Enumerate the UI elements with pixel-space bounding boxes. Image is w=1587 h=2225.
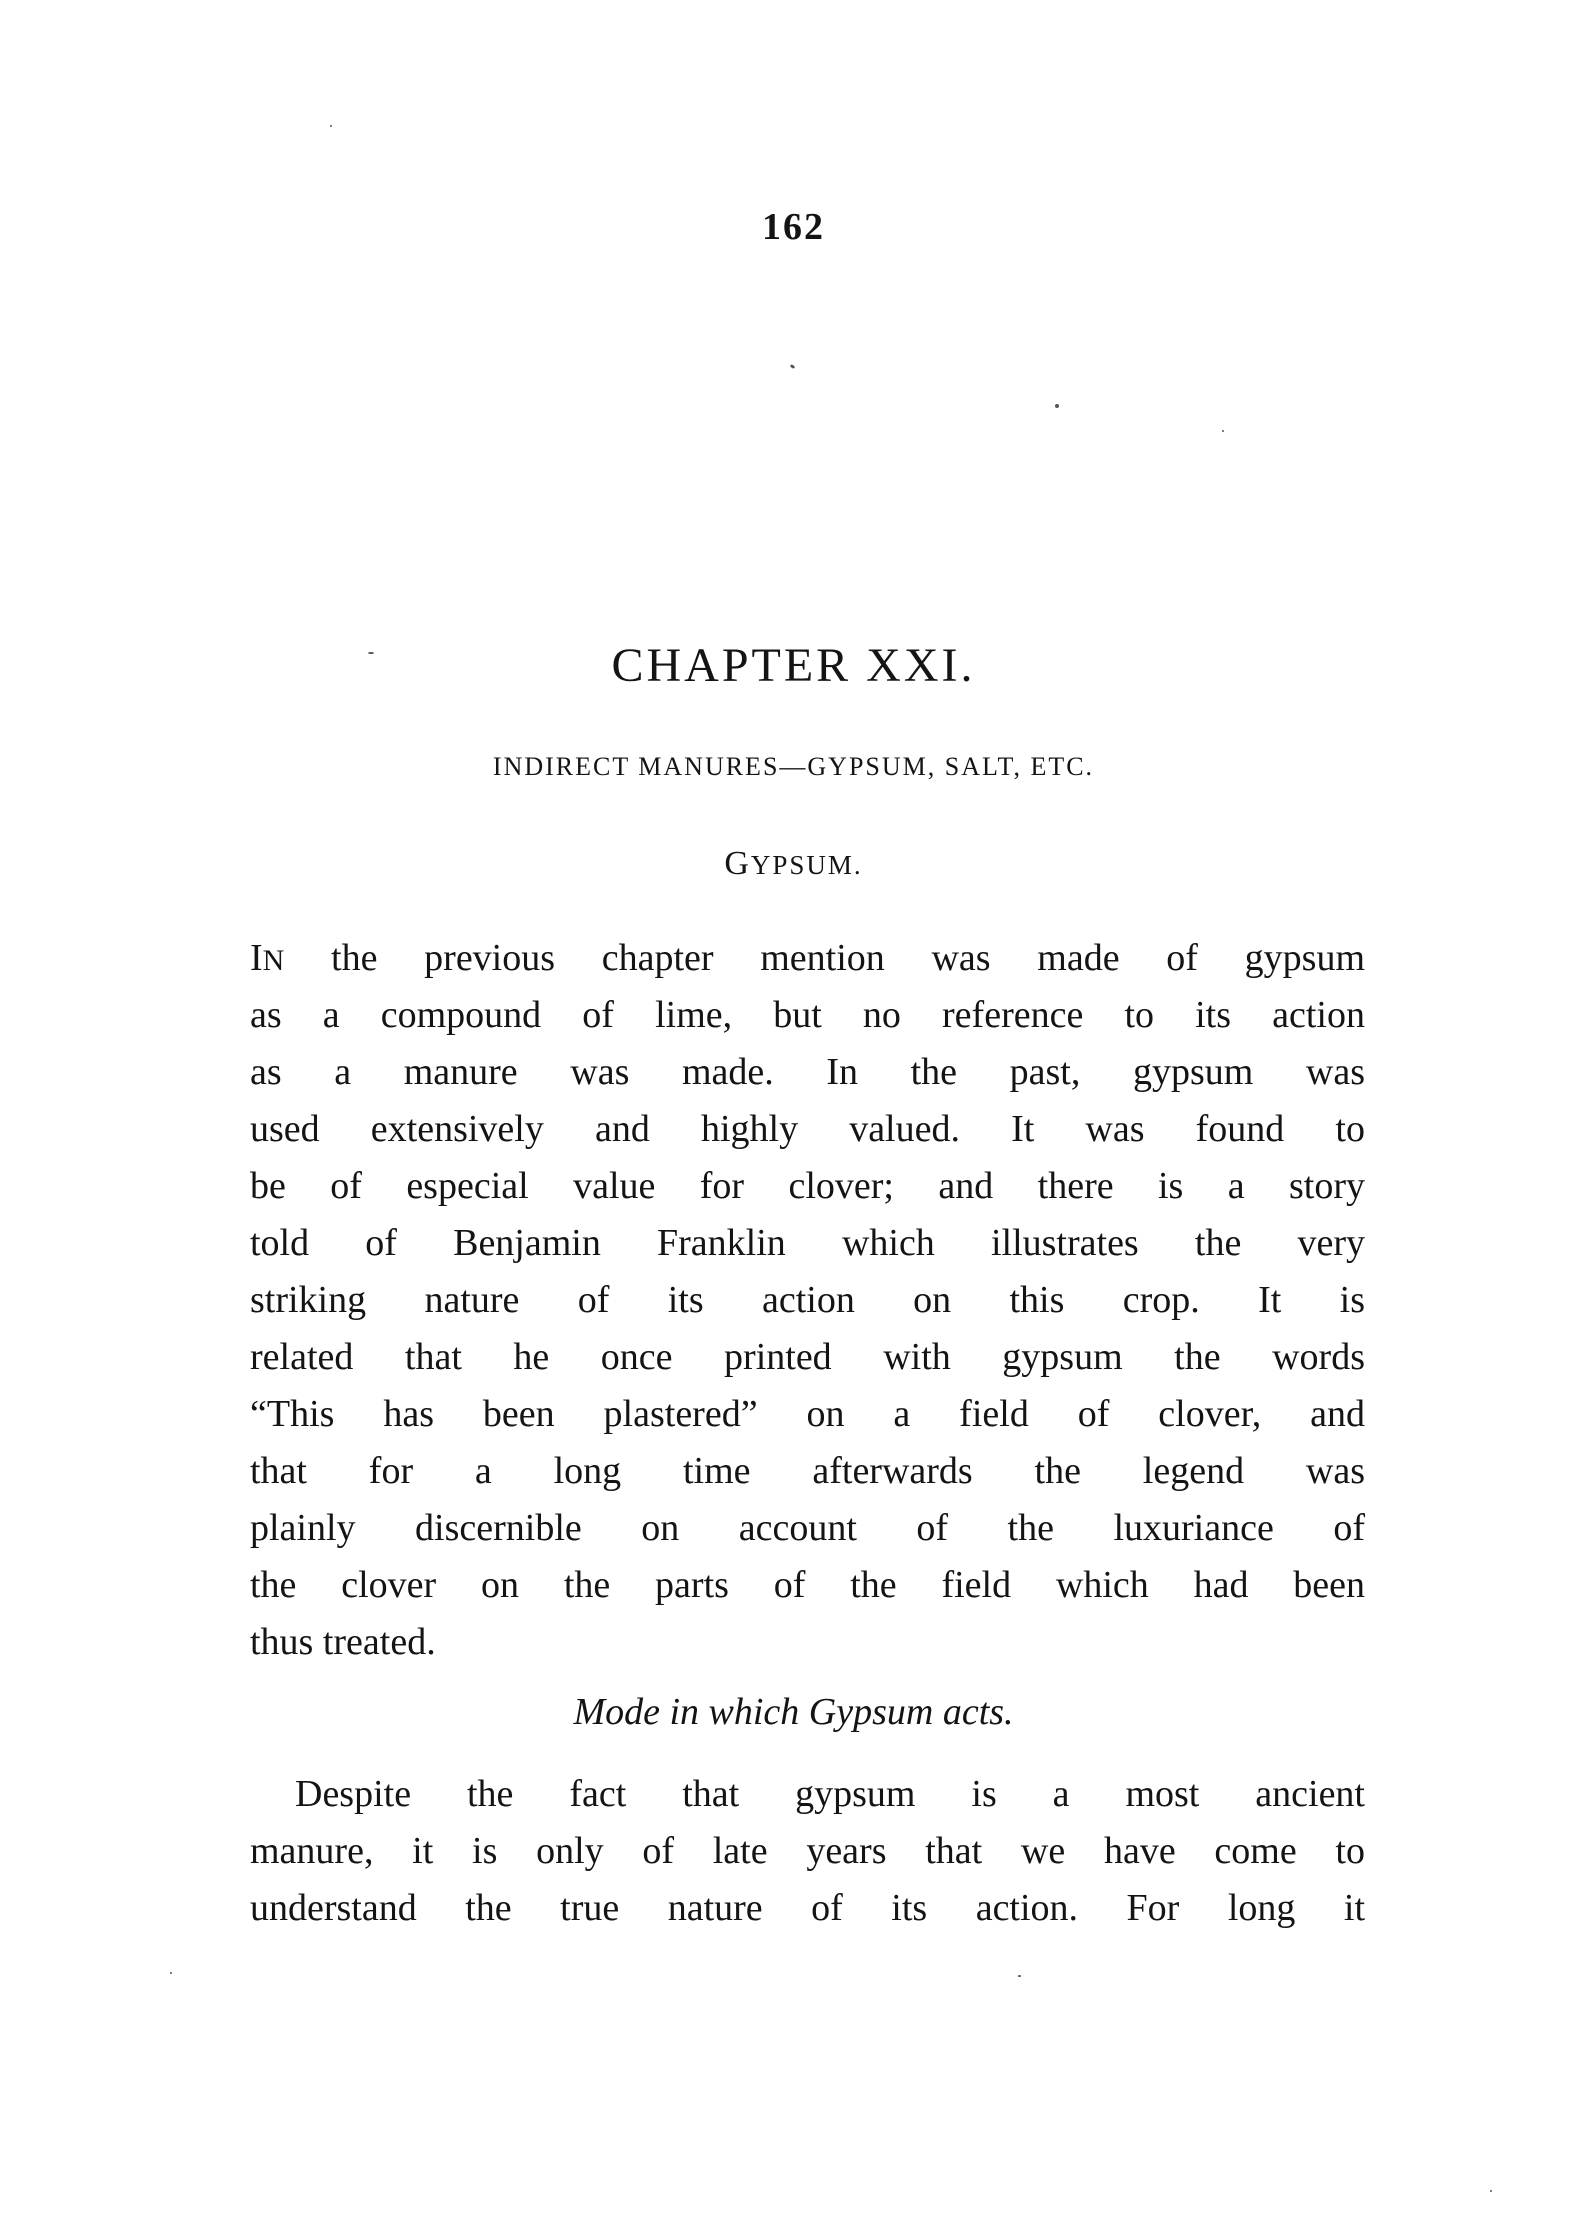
scan-speck <box>1222 430 1224 432</box>
scan-speck <box>1490 2190 1492 2192</box>
paragraph-line: striking nature of its action on this crop. It is <box>250 1279 1365 1321</box>
paragraph-line: the clover on the parts of the field which had been <box>250 1564 1365 1606</box>
scan-speck <box>1055 404 1059 408</box>
paragraph-mode-of-action <box>250 1766 1365 1937</box>
paragraph-gypsum-intro <box>250 930 1365 1671</box>
paragraph-line: Despite the fact that gypsum is a most ancient <box>295 1773 1365 1815</box>
paragraph-line: manure, it is only of late years that we have come to <box>250 1830 1365 1872</box>
section-heading <box>0 845 1587 883</box>
paragraph-line: thus treated. <box>250 1621 436 1663</box>
line-text: the previous chapter mention was made of gypsum <box>284 937 1365 979</box>
paragraph-line: plainly discernible on account of the luxuriance of <box>250 1507 1365 1549</box>
paragraph-line: that for a long time afterwards the legend was <box>250 1450 1365 1492</box>
chapter-subtitle: INDIRECT MANURES—GYPSUM, SALT, ETC. <box>492 752 1095 781</box>
paragraph-line: used extensively and highly valued. It was found to <box>250 1108 1365 1150</box>
scan-speck <box>170 1972 172 1974</box>
scan-speck <box>1018 1975 1021 1977</box>
chapter-title: CHAPTER XXI. <box>611 639 976 692</box>
paragraph-line: told of Benjamin Franklin which illustrates the very <box>250 1222 1365 1264</box>
page-number: 162 <box>762 206 825 248</box>
scan-speck <box>330 125 332 127</box>
subsection-heading: Mode in which Gypsum acts. <box>573 1691 1014 1733</box>
paragraph-line: be of especial value for clover; and there is a story <box>250 1165 1365 1207</box>
paragraph-line: related that he once printed with gypsum the words <box>250 1336 1365 1378</box>
paragraph-line <box>250 930 1365 987</box>
first-word-initial: I <box>250 937 263 979</box>
first-word-rest: N <box>262 944 285 977</box>
section-heading-rest: YPSUM. <box>750 850 863 880</box>
scan-speck <box>790 364 796 369</box>
paragraph-line: “This has been plastered” on a field of clover, and <box>250 1393 1365 1435</box>
section-heading-initial: G <box>724 845 751 882</box>
paragraph-line: understand the true nature of its action. For long it <box>250 1887 1365 1929</box>
paragraph-line: as a manure was made. In the past, gypsum was <box>250 1051 1365 1093</box>
paragraph-line: as a compound of lime, but no reference to its action <box>250 994 1365 1036</box>
scan-speck <box>368 652 374 654</box>
